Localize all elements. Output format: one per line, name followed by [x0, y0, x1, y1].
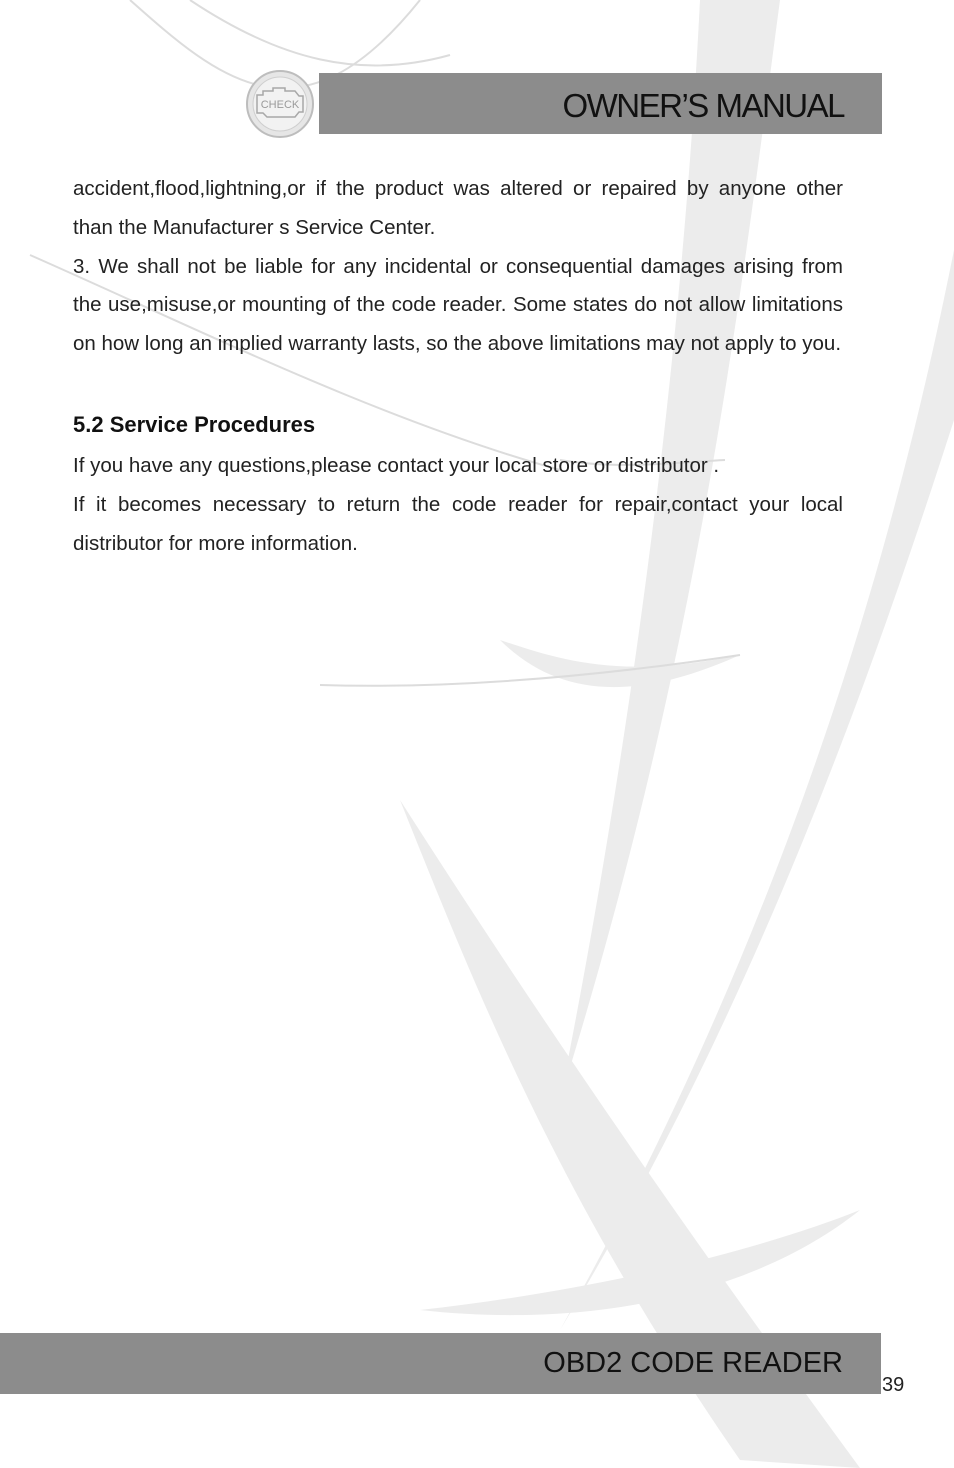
body-paragraph: If it becomes necessary to return the code reader for repair,contact your local distributor for more information.: [73, 492, 843, 555]
section-heading: 5.2 Service Procedures: [73, 411, 316, 437]
body-paragraph: If you have any questions,please contact your local store or distributor .: [73, 453, 720, 477]
header-band: [319, 73, 882, 134]
page-number: 39: [882, 1374, 905, 1396]
footer-band: [0, 1333, 881, 1394]
page-content: [73, 170, 843, 563]
product-name: OBD2 CODE READER: [543, 1347, 843, 1379]
check-badge-label: CHECK: [260, 99, 300, 111]
body-paragraph: accident,flood,lightning,or if the product was altered or repaired by anyone other than the Manufacturer s Service Center.: [73, 177, 843, 239]
document-title: OWNER’S MANUAL: [562, 87, 844, 124]
check-engine-badge: [245, 69, 315, 139]
body-paragraph: 3. We shall not be liable for any incidental or consequential damages arising from the use,misuse,or mounting of the code reader. Some states do not allow limitations on how long an implied warranty lasts, so the above limitations may not apply to you.: [73, 254, 843, 356]
paragraph-gap: [73, 364, 843, 402]
